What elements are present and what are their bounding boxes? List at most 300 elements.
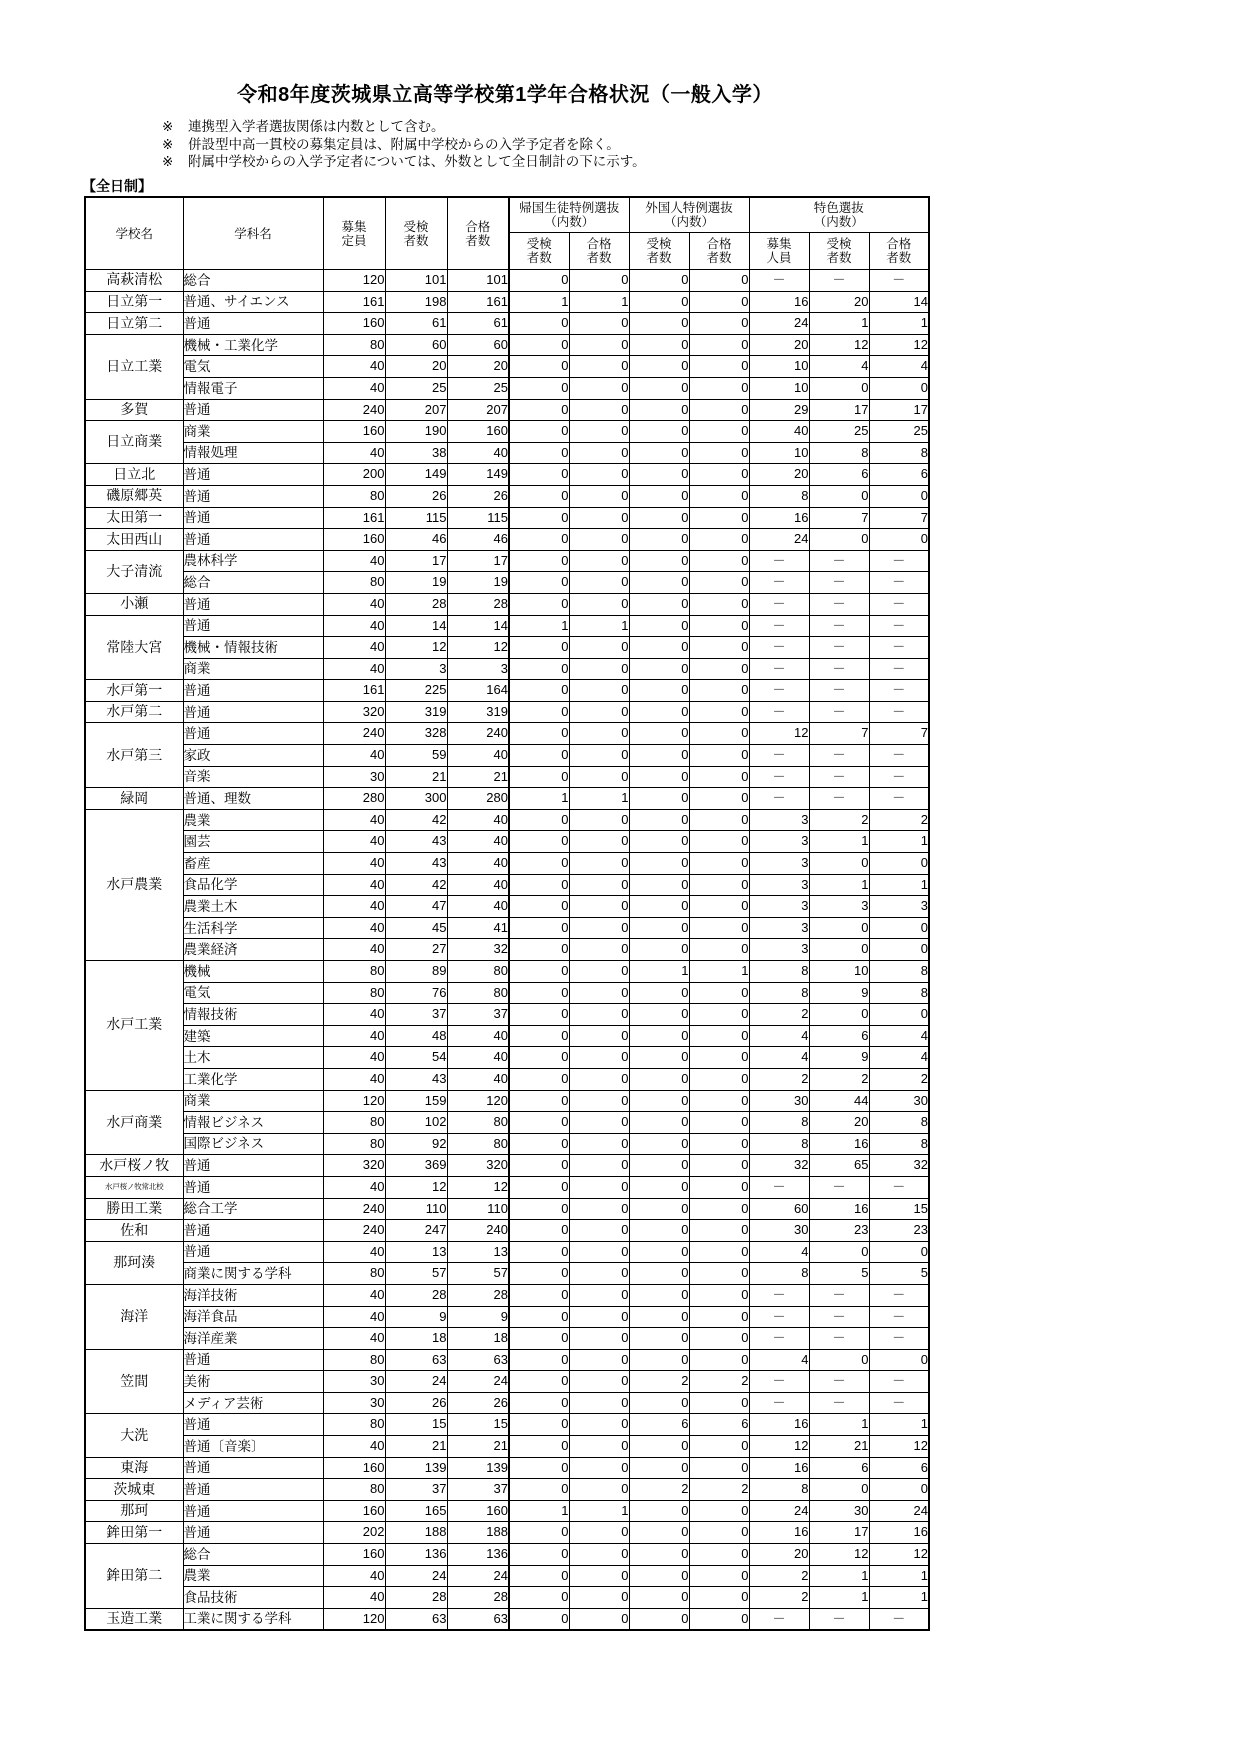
table-row [85, 1004, 929, 1026]
cell-department-name: 普通 [183, 723, 323, 745]
cell-special-applicants: － [809, 1608, 869, 1630]
cell-passed: 80 [447, 982, 509, 1004]
cell-special-passed: 0 [869, 485, 929, 507]
cell-special-applicants: － [809, 637, 869, 659]
cell-special-passed: 4 [869, 356, 929, 378]
cell-special-passed: 1 [869, 1414, 929, 1436]
cell-foreign-passed: 0 [689, 1133, 749, 1155]
cell-school-name: 常陸大宮 [85, 615, 183, 680]
cell-department-name: 普通、理数 [183, 788, 323, 810]
cell-passed: 19 [447, 572, 509, 594]
cell-special-passed: 0 [869, 1241, 929, 1263]
cell-foreign-passed: 0 [689, 270, 749, 292]
cell-quota: 40 [323, 1284, 385, 1306]
cell-special-quota: 3 [749, 939, 809, 961]
cell-special-quota: 24 [749, 313, 809, 335]
cell-returnee-applicants: 0 [509, 658, 569, 680]
cell-department-name: 普通 [183, 313, 323, 335]
cell-passed: 57 [447, 1263, 509, 1285]
cell-passed: 26 [447, 1392, 509, 1414]
cell-special-quota: 20 [749, 334, 809, 356]
cell-returnee-passed: 0 [569, 1220, 629, 1242]
cell-foreign-passed: 0 [689, 680, 749, 702]
col-header-passed-line1: 合格 [465, 219, 491, 234]
cell-special-quota: 20 [749, 464, 809, 486]
cell-foreign-applicants: 0 [629, 442, 689, 464]
cell-special-applicants: 6 [809, 1457, 869, 1479]
cell-department-name: 商業 [183, 658, 323, 680]
cell-department-name: 家政 [183, 745, 323, 767]
cell-returnee-applicants: 0 [509, 1263, 569, 1285]
cell-returnee-applicants: 1 [509, 1500, 569, 1522]
cell-quota: 40 [323, 1306, 385, 1328]
cell-applicants: 43 [385, 1068, 447, 1090]
group-header-special-title: 特色選抜 [813, 201, 864, 215]
cell-foreign-passed: 0 [689, 1004, 749, 1026]
cell-applicants: 59 [385, 745, 447, 767]
cell-foreign-applicants: 0 [629, 399, 689, 421]
cell-foreign-applicants: 0 [629, 1263, 689, 1285]
cell-foreign-applicants: 2 [629, 1479, 689, 1501]
cell-returnee-passed: 0 [569, 1565, 629, 1587]
note-mark-icon: ※ [162, 154, 174, 169]
cell-returnee-passed: 0 [569, 399, 629, 421]
cell-foreign-passed: 0 [689, 917, 749, 939]
cell-applicants: 319 [385, 701, 447, 723]
cell-applicants: 15 [385, 1414, 447, 1436]
cell-applicants: 139 [385, 1457, 447, 1479]
cell-foreign-applicants: 0 [629, 939, 689, 961]
cell-special-passed: 8 [869, 1112, 929, 1134]
cell-foreign-passed: 0 [689, 658, 749, 680]
cell-applicants: 37 [385, 1479, 447, 1501]
cell-passed: 24 [447, 1565, 509, 1587]
cell-special-applicants: 20 [809, 291, 869, 313]
cell-school-name: 高萩清松 [85, 270, 183, 292]
group-header-foreign-subtitle: （内数） [663, 215, 714, 229]
cell-foreign-passed: 0 [689, 1047, 749, 1069]
cell-special-applicants: 23 [809, 1220, 869, 1242]
cell-foreign-passed: 0 [689, 485, 749, 507]
cell-returnee-passed: 0 [569, 1587, 629, 1609]
table-row [85, 658, 929, 680]
cell-quota: 40 [323, 745, 385, 767]
cell-foreign-passed: 0 [689, 1284, 749, 1306]
cell-quota: 120 [323, 270, 385, 292]
cell-returnee-passed: 0 [569, 766, 629, 788]
cell-special-passed: － [869, 1392, 929, 1414]
cell-returnee-passed: 0 [569, 377, 629, 399]
cell-foreign-applicants: 0 [629, 291, 689, 313]
cell-applicants: 14 [385, 615, 447, 637]
cell-passed: 9 [447, 1306, 509, 1328]
cell-returnee-passed: 0 [569, 550, 629, 572]
cell-special-passed: － [869, 766, 929, 788]
cell-foreign-passed: 0 [689, 1587, 749, 1609]
cell-returnee-applicants: 0 [509, 550, 569, 572]
cell-quota: 80 [323, 1263, 385, 1285]
cell-foreign-applicants: 0 [629, 1457, 689, 1479]
col-header-passed-line2: 者数 [465, 233, 491, 248]
cell-foreign-applicants: 0 [629, 464, 689, 486]
cell-quota: 40 [323, 442, 385, 464]
table-row [85, 745, 929, 767]
cell-special-quota: 8 [749, 1112, 809, 1134]
cell-special-quota: 16 [749, 1414, 809, 1436]
cell-returnee-passed: 0 [569, 1371, 629, 1393]
col-header-foreign-applicants-line2: 者数 [646, 251, 672, 265]
cell-passed: 136 [447, 1544, 509, 1566]
cell-quota: 320 [323, 701, 385, 723]
admission-results-table [84, 196, 930, 1631]
cell-department-name: 食品化学 [183, 874, 323, 896]
cell-returnee-passed: 0 [569, 658, 629, 680]
cell-department-name: 普通 [183, 1155, 323, 1177]
table-row [85, 766, 929, 788]
cell-quota: 80 [323, 1479, 385, 1501]
cell-passed: 63 [447, 1608, 509, 1630]
cell-school-name: 勝田工業 [85, 1198, 183, 1220]
note-item [162, 153, 646, 171]
cell-returnee-applicants: 0 [509, 1176, 569, 1198]
cell-returnee-passed: 0 [569, 1328, 629, 1350]
cell-foreign-applicants: 2 [629, 1371, 689, 1393]
cell-returnee-passed: 0 [569, 831, 629, 853]
table-row [85, 1025, 929, 1047]
cell-special-applicants: － [809, 270, 869, 292]
cell-foreign-passed: 0 [689, 788, 749, 810]
cell-special-applicants: 4 [809, 356, 869, 378]
cell-quota: 80 [323, 961, 385, 983]
cell-special-passed: 0 [869, 1479, 929, 1501]
cell-passed: 40 [447, 853, 509, 875]
table-row [85, 1263, 929, 1285]
cell-special-applicants: 7 [809, 723, 869, 745]
cell-special-quota: 8 [749, 961, 809, 983]
cell-returnee-passed: 0 [569, 1284, 629, 1306]
cell-quota: 80 [323, 982, 385, 1004]
cell-special-passed: 8 [869, 442, 929, 464]
cell-applicants: 43 [385, 853, 447, 875]
table-body [85, 270, 929, 1630]
cell-returnee-applicants: 0 [509, 766, 569, 788]
cell-foreign-applicants: 0 [629, 680, 689, 702]
cell-special-quota: － [749, 745, 809, 767]
cell-foreign-applicants: 0 [629, 1155, 689, 1177]
col-header-foreign-applicants-line1: 受検 [646, 237, 672, 251]
cell-school-name: 佐和 [85, 1220, 183, 1242]
cell-applicants: 17 [385, 550, 447, 572]
cell-returnee-applicants: 0 [509, 442, 569, 464]
cell-special-quota: 29 [749, 399, 809, 421]
cell-returnee-applicants: 0 [509, 593, 569, 615]
cell-foreign-applicants: 0 [629, 615, 689, 637]
cell-foreign-passed: 0 [689, 1176, 749, 1198]
cell-returnee-applicants: 0 [509, 464, 569, 486]
cell-special-quota: － [749, 1328, 809, 1350]
cell-applicants: 48 [385, 1025, 447, 1047]
group-header-special [749, 197, 929, 233]
cell-special-quota: 40 [749, 421, 809, 443]
table-row [85, 377, 929, 399]
cell-foreign-applicants: 0 [629, 1608, 689, 1630]
cell-special-passed: 1 [869, 1587, 929, 1609]
cell-special-applicants: － [809, 701, 869, 723]
cell-special-passed: － [869, 615, 929, 637]
cell-special-applicants: 21 [809, 1436, 869, 1458]
table-row [85, 1133, 929, 1155]
cell-special-applicants: － [809, 1371, 869, 1393]
cell-foreign-applicants: 0 [629, 701, 689, 723]
cell-foreign-applicants: 0 [629, 593, 689, 615]
cell-returnee-applicants: 0 [509, 1565, 569, 1587]
cell-applicants: 247 [385, 1220, 447, 1242]
cell-special-quota: 4 [749, 1025, 809, 1047]
cell-returnee-applicants: 0 [509, 507, 569, 529]
cell-applicants: 28 [385, 593, 447, 615]
cell-returnee-applicants: 0 [509, 1155, 569, 1177]
cell-foreign-applicants: 0 [629, 1198, 689, 1220]
note-text: 附属中学校からの入学予定者については、外数として全日制計の下に示す。 [188, 154, 646, 169]
cell-foreign-passed: 0 [689, 464, 749, 486]
cell-foreign-passed: 0 [689, 442, 749, 464]
cell-passed: 63 [447, 1349, 509, 1371]
cell-special-passed: 8 [869, 982, 929, 1004]
col-header-returnee-passed [569, 233, 629, 270]
cell-foreign-applicants: 0 [629, 334, 689, 356]
cell-department-name: 普通 [183, 680, 323, 702]
cell-special-applicants: 1 [809, 313, 869, 335]
cell-special-passed: 1 [869, 1565, 929, 1587]
cell-foreign-passed: 0 [689, 334, 749, 356]
table-row [85, 1090, 929, 1112]
cell-applicants: 12 [385, 1176, 447, 1198]
cell-department-name: 農林科学 [183, 550, 323, 572]
cell-department-name: 情報ビジネス [183, 1112, 323, 1134]
cell-department-name: 食品技術 [183, 1587, 323, 1609]
cell-special-quota: 16 [749, 1457, 809, 1479]
cell-special-passed: 30 [869, 1090, 929, 1112]
cell-returnee-applicants: 0 [509, 1349, 569, 1371]
cell-department-name: 普通 [183, 1176, 323, 1198]
group-header-foreign-title: 外国人特例選抜 [645, 201, 733, 215]
cell-department-name: 普通 [183, 593, 323, 615]
cell-special-passed: 0 [869, 917, 929, 939]
cell-foreign-passed: 0 [689, 1349, 749, 1371]
cell-special-quota: 3 [749, 896, 809, 918]
cell-quota: 40 [323, 1565, 385, 1587]
cell-special-applicants: 44 [809, 1090, 869, 1112]
cell-foreign-applicants: 0 [629, 550, 689, 572]
cell-foreign-passed: 0 [689, 982, 749, 1004]
cell-returnee-passed: 0 [569, 529, 629, 551]
cell-applicants: 92 [385, 1133, 447, 1155]
cell-returnee-passed: 0 [569, 1133, 629, 1155]
cell-returnee-applicants: 0 [509, 270, 569, 292]
cell-department-name: 電気 [183, 982, 323, 1004]
cell-special-applicants: － [809, 1392, 869, 1414]
cell-school-name: 大子清流 [85, 550, 183, 593]
cell-applicants: 61 [385, 313, 447, 335]
cell-returnee-applicants: 0 [509, 1436, 569, 1458]
cell-applicants: 13 [385, 1241, 447, 1263]
cell-foreign-passed: 0 [689, 356, 749, 378]
cell-special-quota: 2 [749, 1068, 809, 1090]
cell-quota: 40 [323, 1176, 385, 1198]
cell-special-passed: 1 [869, 831, 929, 853]
cell-applicants: 18 [385, 1328, 447, 1350]
cell-special-applicants: 16 [809, 1133, 869, 1155]
cell-foreign-passed: 0 [689, 1457, 749, 1479]
cell-special-passed: － [869, 1328, 929, 1350]
cell-department-name: 農業 [183, 1565, 323, 1587]
table-row [85, 615, 929, 637]
cell-returnee-passed: 0 [569, 1155, 629, 1177]
cell-special-applicants: － [809, 550, 869, 572]
cell-passed: 115 [447, 507, 509, 529]
cell-special-quota: 8 [749, 1479, 809, 1501]
cell-passed: 18 [447, 1328, 509, 1350]
cell-school-name: 太田西山 [85, 529, 183, 551]
cell-special-passed: － [869, 1371, 929, 1393]
cell-department-name: 機械 [183, 961, 323, 983]
cell-quota: 40 [323, 658, 385, 680]
cell-applicants: 26 [385, 1392, 447, 1414]
cell-returnee-passed: 0 [569, 939, 629, 961]
cell-special-applicants: － [809, 615, 869, 637]
cell-quota: 240 [323, 399, 385, 421]
cell-special-applicants: 0 [809, 917, 869, 939]
cell-school-name: 太田第一 [85, 507, 183, 529]
cell-school-name: 日立第二 [85, 313, 183, 335]
cell-department-name: 普通〔音楽〕 [183, 1436, 323, 1458]
cell-foreign-applicants: 0 [629, 1349, 689, 1371]
cell-special-quota: － [749, 788, 809, 810]
cell-special-passed: － [869, 572, 929, 594]
cell-special-applicants: 3 [809, 896, 869, 918]
cell-special-passed: － [869, 550, 929, 572]
cell-foreign-passed: 0 [689, 529, 749, 551]
cell-special-quota: － [749, 701, 809, 723]
cell-returnee-applicants: 0 [509, 485, 569, 507]
cell-returnee-applicants: 0 [509, 680, 569, 702]
cell-quota: 40 [323, 377, 385, 399]
cell-special-passed: 4 [869, 1025, 929, 1047]
cell-quota: 40 [323, 1004, 385, 1026]
cell-foreign-applicants: 0 [629, 1220, 689, 1242]
col-header-special-passed-line2: 者数 [886, 251, 912, 265]
cell-school-name: 那珂 [85, 1500, 183, 1522]
cell-special-passed: 25 [869, 421, 929, 443]
cell-quota: 40 [323, 637, 385, 659]
cell-passed: 40 [447, 1068, 509, 1090]
cell-foreign-applicants: 0 [629, 982, 689, 1004]
table-row [85, 1349, 929, 1371]
col-header-special-passed-line1: 合格 [886, 237, 912, 251]
cell-department-name: 工業に関する学科 [183, 1608, 323, 1630]
col-header-returnee-applicants-line2: 者数 [526, 251, 552, 265]
cell-foreign-passed: 0 [689, 939, 749, 961]
cell-returnee-applicants: 0 [509, 1608, 569, 1630]
cell-school-name: 水戸商業 [85, 1090, 183, 1155]
cell-returnee-applicants: 0 [509, 917, 569, 939]
cell-applicants: 3 [385, 658, 447, 680]
table-row [85, 1306, 929, 1328]
cell-foreign-passed: 0 [689, 1198, 749, 1220]
cell-special-applicants: 0 [809, 1479, 869, 1501]
table-row [85, 1241, 929, 1263]
col-header-returnee-applicants [509, 233, 569, 270]
cell-special-passed: － [869, 270, 929, 292]
cell-foreign-passed: 0 [689, 1025, 749, 1047]
cell-special-quota: － [749, 658, 809, 680]
cell-special-quota: 10 [749, 442, 809, 464]
cell-special-passed: 0 [869, 529, 929, 551]
cell-quota: 30 [323, 766, 385, 788]
cell-department-name: 商業 [183, 1090, 323, 1112]
cell-special-passed: 2 [869, 809, 929, 831]
cell-department-name: 情報電子 [183, 377, 323, 399]
cell-foreign-applicants: 0 [629, 356, 689, 378]
cell-special-applicants: 1 [809, 874, 869, 896]
cell-school-name: 茨城東 [85, 1479, 183, 1501]
table-row [85, 853, 929, 875]
cell-quota: 160 [323, 529, 385, 551]
table-row [85, 270, 929, 292]
table-row [85, 399, 929, 421]
cell-department-name: 情報処理 [183, 442, 323, 464]
cell-returnee-applicants: 0 [509, 1133, 569, 1155]
cell-special-applicants: 9 [809, 982, 869, 1004]
cell-foreign-applicants: 0 [629, 1068, 689, 1090]
cell-special-quota: 60 [749, 1198, 809, 1220]
cell-returnee-passed: 0 [569, 917, 629, 939]
cell-passed: 207 [447, 399, 509, 421]
cell-special-quota: 8 [749, 485, 809, 507]
note-mark-icon: ※ [162, 136, 174, 152]
cell-passed: 40 [447, 1025, 509, 1047]
cell-foreign-applicants: 0 [629, 1306, 689, 1328]
cell-applicants: 27 [385, 939, 447, 961]
cell-returnee-applicants: 0 [509, 637, 569, 659]
cell-special-passed: 8 [869, 1133, 929, 1155]
cell-foreign-applicants: 0 [629, 896, 689, 918]
table-row [85, 1479, 929, 1501]
cell-returnee-passed: 0 [569, 1436, 629, 1458]
cell-returnee-applicants: 0 [509, 1241, 569, 1263]
cell-foreign-passed: 0 [689, 313, 749, 335]
cell-returnee-applicants: 0 [509, 1284, 569, 1306]
cell-passed: 188 [447, 1522, 509, 1544]
cell-passed: 240 [447, 1220, 509, 1242]
cell-returnee-passed: 1 [569, 615, 629, 637]
cell-foreign-applicants: 0 [629, 723, 689, 745]
cell-special-applicants: 7 [809, 507, 869, 529]
cell-special-passed: 32 [869, 1155, 929, 1177]
cell-special-applicants: 17 [809, 399, 869, 421]
cell-special-passed: 12 [869, 1436, 929, 1458]
cell-passed: 60 [447, 334, 509, 356]
cell-returnee-passed: 0 [569, 1112, 629, 1134]
cell-returnee-passed: 0 [569, 593, 629, 615]
cell-foreign-applicants: 0 [629, 1544, 689, 1566]
table-row [85, 1155, 929, 1177]
cell-returnee-passed: 0 [569, 701, 629, 723]
col-header-applicants-line2: 者数 [403, 233, 429, 248]
cell-special-passed: 0 [869, 853, 929, 875]
cell-returnee-passed: 0 [569, 1025, 629, 1047]
cell-foreign-passed: 0 [689, 1522, 749, 1544]
